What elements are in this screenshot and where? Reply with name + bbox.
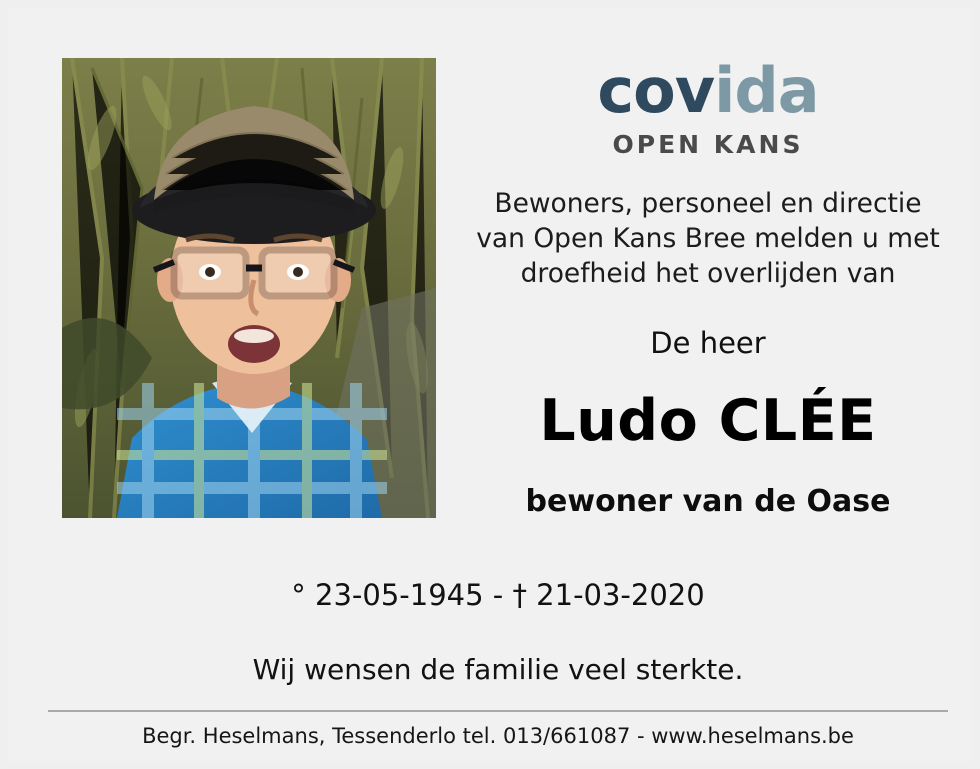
portrait-illustration <box>62 58 436 518</box>
intro-line-1: Bewoners, personeel en directie <box>494 188 922 219</box>
intro-text <box>448 187 968 292</box>
logo-word-part-1: cov <box>597 54 715 127</box>
condolence-text: Wij wensen de familie veel sterkte. <box>252 653 744 686</box>
funeral-home-footer: Begr. Heselmans, Tessenderlo tel. 013/661087 - www.heselmans.be <box>142 724 854 748</box>
card-inner-panel <box>8 8 972 761</box>
intro-line-3: droefheid het overlijden van <box>520 257 896 289</box>
deceased-role: bewoner van de Oase <box>525 483 891 519</box>
footer-divider <box>48 710 948 712</box>
life-dates: ° 23-05-1945 - † 21-03-2020 <box>291 578 705 612</box>
logo-subtitle: OPEN KANS <box>612 130 804 159</box>
logo-wordmark <box>448 54 968 127</box>
covida-logo <box>448 54 968 159</box>
deceased-name: Ludo CLÉE <box>539 387 877 454</box>
logo-word-part-2: ida <box>714 54 819 127</box>
portrait-photo <box>62 58 436 518</box>
intro-line-2: van Open Kans Bree melden u met <box>476 222 940 254</box>
salutation: De heer <box>650 325 766 360</box>
announcement-content <box>448 48 968 519</box>
